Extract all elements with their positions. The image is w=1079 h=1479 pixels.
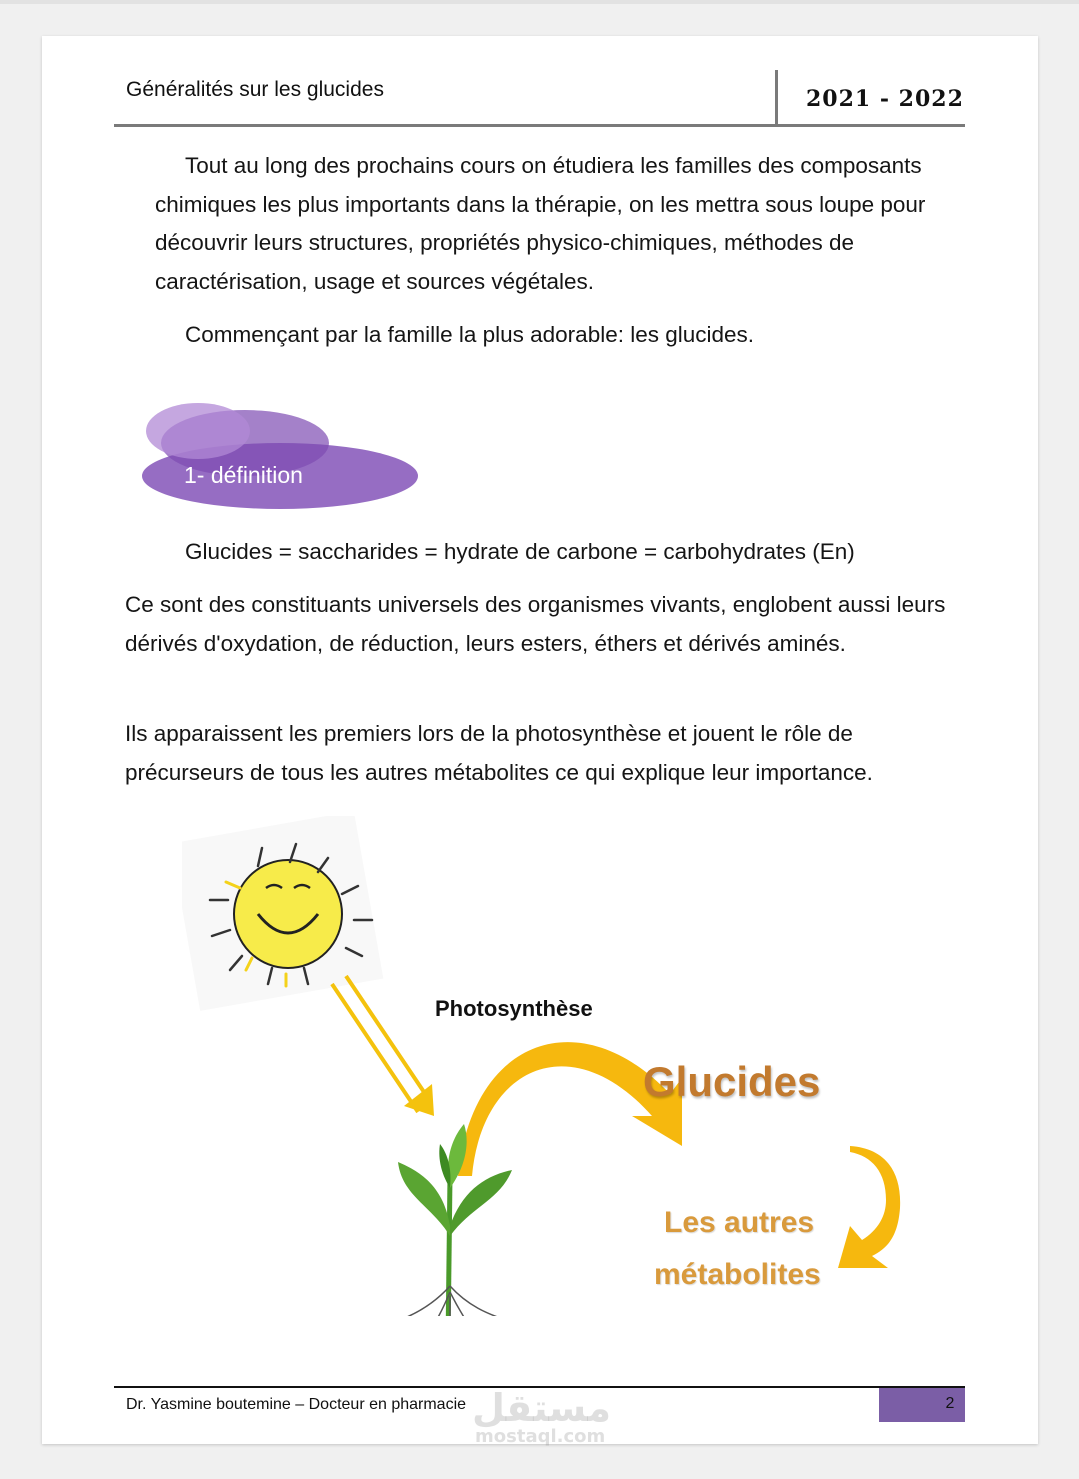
header-year: 2021 - 2022 — [806, 86, 964, 112]
role-paragraph: Ils apparaissent les premiers lors de la photosynthèse et jouent le rôle de précurseurs de tous les autres métabolites ce qui explique leur importance. — [125, 721, 873, 785]
sunlight-arrow-icon — [332, 976, 428, 1112]
other-metabolites-label-line2: métabolites — [654, 1258, 821, 1291]
definition-paragraph: Ce sont des constituants universels des organismes vivants, englobent aussi leurs dérivés d'oxydation, de réduction, leurs esters, éthers et dérivés aminés. — [125, 592, 946, 656]
header-title: Généralités sur les glucides — [126, 78, 384, 101]
photosynthesis-label: Photosynthèse — [435, 996, 593, 1021]
other-metabolites-label-line1: Les autres — [664, 1206, 815, 1239]
sun-icon — [182, 816, 383, 1011]
section-title: 1- définition — [184, 462, 303, 488]
plant-icon — [394, 1124, 512, 1316]
header-rule — [114, 124, 965, 127]
glucides-label: Glucides — [643, 1058, 821, 1105]
section-heading-decoration — [142, 401, 432, 521]
intro-paragraph: Tout au long des prochains cours on étudiera les familles des composants chimiques les plus importants dans la thérapie, on les mettra sous loupe pour découvrir leurs structures, propriétés physico-chimiques, méthodes de caractérisation, usage et sources végétales. — [155, 153, 926, 294]
header-divider — [775, 70, 778, 127]
watermark-latin: mostaql.com — [475, 1426, 606, 1447]
viewer-top-bar — [0, 0, 1079, 4]
synonyms-line: Glucides = saccharides = hydrate de carbone = carbohydrates (En) — [185, 539, 855, 564]
page-number: 2 — [945, 1395, 955, 1412]
watermark-arabic: مستقل — [472, 1386, 611, 1430]
intro-paragraph-2: Commençant par la famille la plus adorable: les glucides. — [185, 322, 755, 347]
document-page — [42, 36, 1038, 1447]
footer-author: Dr. Yasmine boutemine – Docteur en pharmacie — [126, 1396, 467, 1413]
metabolites-arrow-icon — [838, 1146, 900, 1268]
